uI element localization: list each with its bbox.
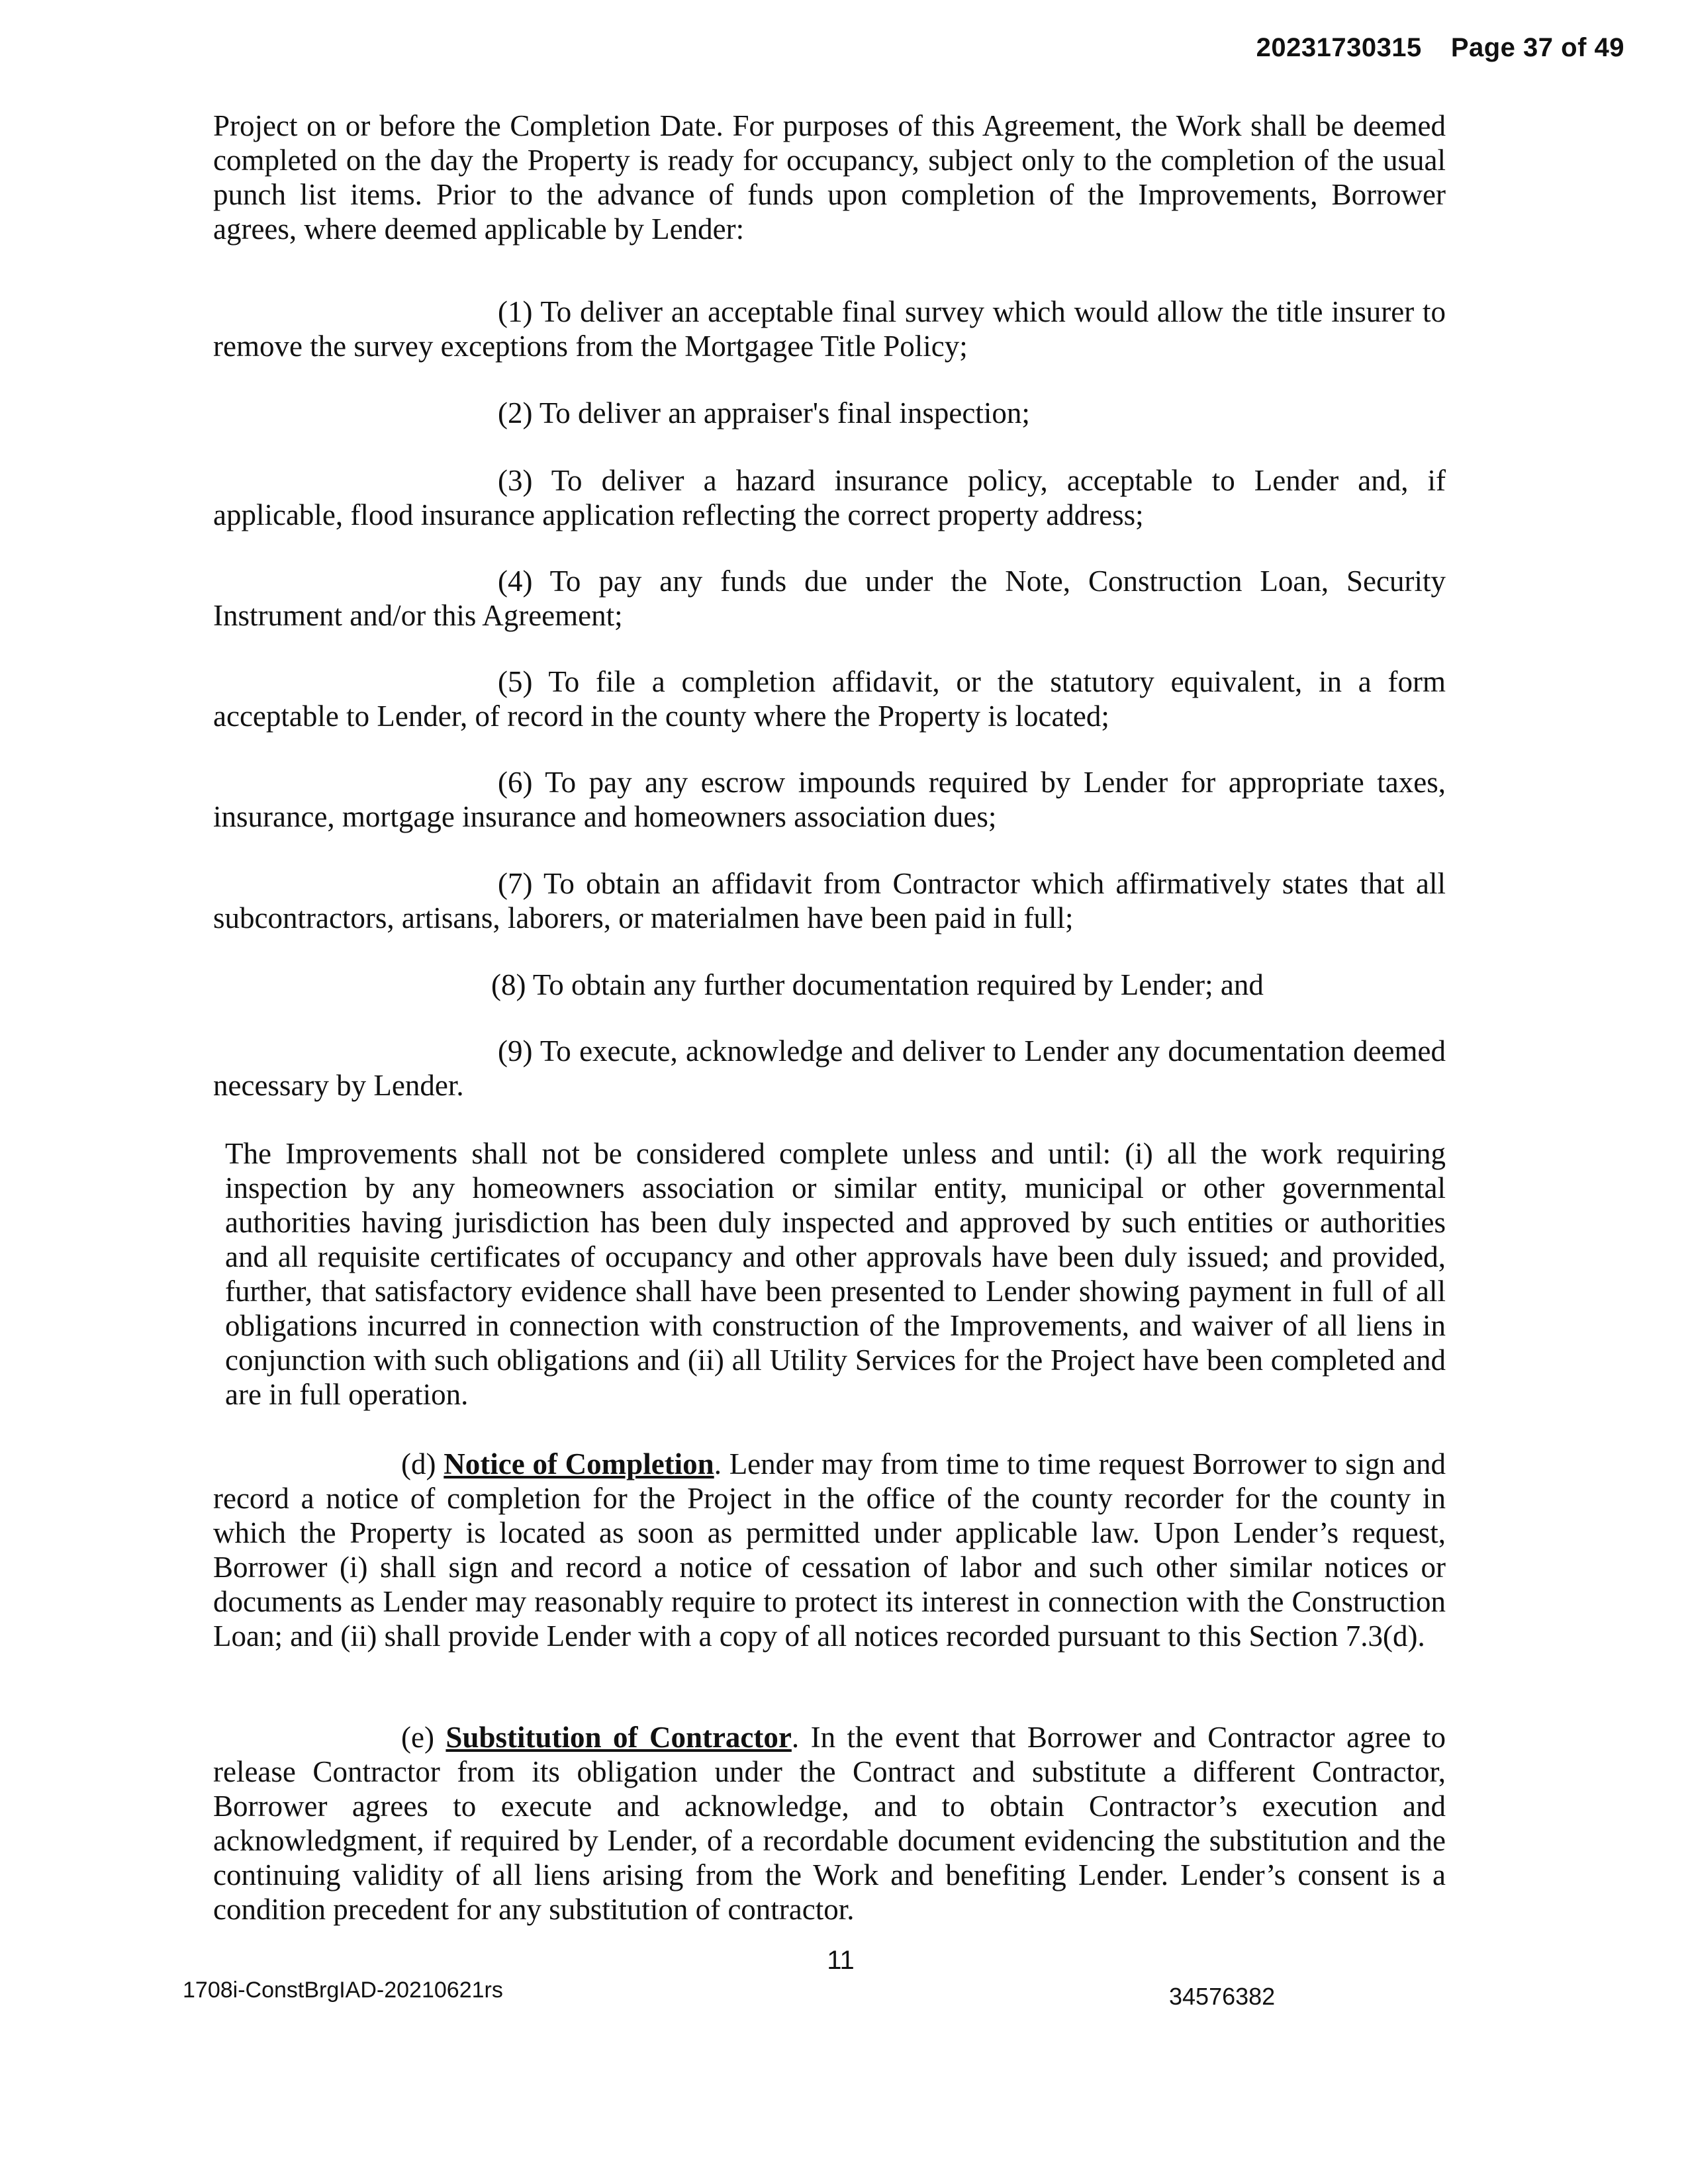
section-e-marker: (e) bbox=[401, 1721, 434, 1754]
list-item-8: (8) To obtain any further documentation required by Lender; and bbox=[491, 968, 1264, 1001]
section-d-marker: (d) bbox=[401, 1447, 436, 1480]
section-e-heading: Substitution of Contractor bbox=[445, 1721, 792, 1754]
recording-stamp bbox=[1256, 33, 1624, 63]
section-e-text: . In the event that Borrower and Contractor agree to release Contractor from its obligation under the Contract and substitute a different Contractor, Borrower agrees to execute and acknowledge, and to obtain Contractor’s execution and acknowledgment, if required by Lender, of a recordable document evidencing the substitution and the continuing validity of all liens arising from the Work and benefiting Lender. Lender’s consent is a condition precedent for any substitution of contractor. bbox=[213, 1721, 1446, 1926]
list-item-5: (5) To file a completion affidavit, or the statutory equivalent, in a form acceptable to Lender, of record in the county where the Property is located; bbox=[213, 665, 1446, 733]
loan-number: 34576382 bbox=[1169, 1983, 1276, 2010]
page-indicator: Page 37 of 49 bbox=[1450, 33, 1624, 62]
list-item-2: (2) To deliver an appraiser's final inspection; bbox=[498, 396, 1030, 430]
document-number: 20231730315 bbox=[1256, 33, 1422, 62]
list-item-3: (3) To deliver a hazard insurance policy, acceptable to Lender and, if applicable, flood insurance application reflecting the correct property address; bbox=[213, 464, 1446, 531]
list-item-9: (9) To execute, acknowledge and deliver to Lender any documentation deemed necessary by Lender. bbox=[213, 1034, 1446, 1102]
page-number: 11 bbox=[827, 1946, 855, 1975]
list-item-6: (6) To pay any escrow impounds required by Lender for appropriate taxes, insurance, mortgage insurance and homeowners association dues; bbox=[213, 766, 1446, 833]
section-d-heading: Notice of Completion bbox=[444, 1447, 714, 1480]
form-code: 1708i-ConstBrgIAD-20210621rs bbox=[183, 1978, 503, 2003]
intro-paragraph: Project on or before the Completion Date. For purposes of this Agreement, the Work shall be deemed completed on the day the Property is ready for occupancy, subject only to the completion of the usual punch list items. Prior to the advance of funds upon completion of the Improvements, Borrower agrees, where deemed applicable by Lender: bbox=[213, 109, 1446, 246]
list-item-7: (7) To obtain an affidavit from Contractor which affirmatively states that all subcontractors, artisans, laborers, or materialmen have been paid in full; bbox=[213, 867, 1446, 934]
section-e-substitution-of-contractor bbox=[213, 1720, 1446, 1927]
list-item-4: (4) To pay any funds due under the Note, Construction Loan, Security Instrument and/or this Agreement; bbox=[213, 565, 1446, 632]
section-d-text: . Lender may from time to time request Borrower to sign and record a notice of completion for the Project in the office of the county recorder for the county in which the Property is located as soon as permitted under applicable law. Upon Lender’s request, Borrower (i) shall sign and record a notice of cessation of labor and such other similar notices or documents as Lender may reasonably require to protect its interest in connection with the Construction Loan; and (ii) shall provide Lender with a copy of all notices recorded pursuant to this Section 7.3(d). bbox=[213, 1447, 1446, 1653]
list-item-1: (1) To deliver an acceptable final survey which would allow the title insurer to remove the survey exceptions from the Mortgagee Title Policy; bbox=[213, 295, 1446, 363]
completion-paragraph: The Improvements shall not be considered complete unless and until: (i) all the work requiring inspection by any homeowners association or similar entity, municipal or other governmental authorities having jurisdiction has been duly inspected and approved by such entities or authorities and all requisite certificates of occupancy and other approvals have been duly issued; and provided, further, that satisfactory evidence shall have been presented to Lender showing payment in full of all obligations incurred in connection with construction of the Improvements, and waiver of all liens in conjunction with such obligations and (ii) all Utility Services for the Project have been completed and are in full operation. bbox=[225, 1137, 1446, 1411]
section-d-notice-of-completion bbox=[213, 1447, 1446, 1653]
